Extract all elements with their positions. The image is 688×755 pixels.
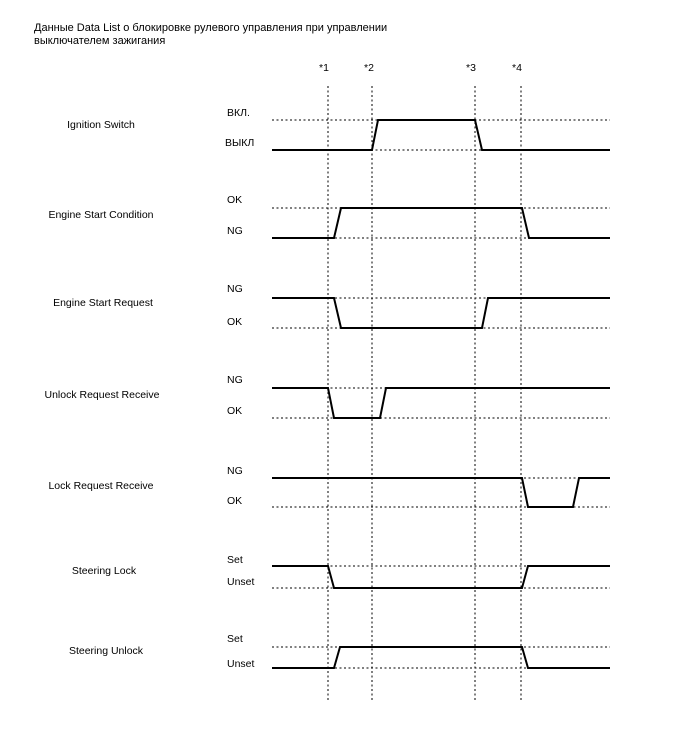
signal-name: Lock Request Receive — [48, 480, 154, 492]
lower-state-label: NG — [227, 225, 243, 237]
upper-state-label: NG — [227, 283, 243, 295]
signal-ignition-switch — [67, 107, 610, 150]
signal-waveform — [272, 647, 610, 668]
signal-unlock-request-receive — [45, 374, 610, 418]
signal-steering-unlock — [69, 633, 610, 670]
signal-name: Steering Unlock — [68, 645, 144, 657]
signal-waveform — [272, 208, 610, 238]
upper-state-label: Set — [227, 633, 243, 645]
title-line-1: Данные Data List о блокировке рулевого управления при управлении — [34, 22, 388, 34]
signal-name: Engine Start Request — [53, 297, 153, 309]
title-line-2: выключателем зажигания — [34, 35, 166, 47]
upper-state-label: NG — [227, 374, 243, 386]
upper-state-label: NG — [227, 465, 243, 477]
lower-state-label: Unset — [227, 658, 255, 670]
signal-name: Unlock Request Receive — [44, 389, 160, 401]
upper-state-label: ВКЛ. — [227, 107, 250, 119]
signal-waveform — [272, 298, 610, 328]
signal-steering-lock — [72, 554, 610, 588]
signal-name: Ignition Switch — [67, 119, 135, 131]
signal-waveform — [272, 566, 610, 588]
signal-engine-start-request — [53, 283, 610, 328]
signal-waveform — [272, 478, 610, 507]
lower-state-label: OK — [227, 495, 243, 507]
upper-state-label: OK — [227, 194, 243, 206]
upper-state-label: Set — [227, 554, 243, 566]
marker-label-3: *3 — [466, 62, 476, 74]
signal-name: Steering Lock — [71, 565, 137, 577]
signal-waveform — [272, 120, 610, 150]
signal-engine-start-condition — [48, 194, 610, 238]
signal-lock-request-receive — [48, 465, 610, 507]
marker-label-1: *1 — [319, 62, 329, 74]
lower-state-label: ВЫКЛ — [225, 137, 255, 149]
lower-state-label: OK — [227, 405, 243, 417]
lower-state-label: Unset — [227, 576, 255, 588]
signal-name: Engine Start Condition — [48, 209, 154, 221]
signal-waveform — [272, 388, 610, 418]
marker-label-2: *2 — [364, 62, 374, 74]
marker-label-4: *4 — [512, 62, 522, 74]
lower-state-label: OK — [227, 316, 243, 328]
